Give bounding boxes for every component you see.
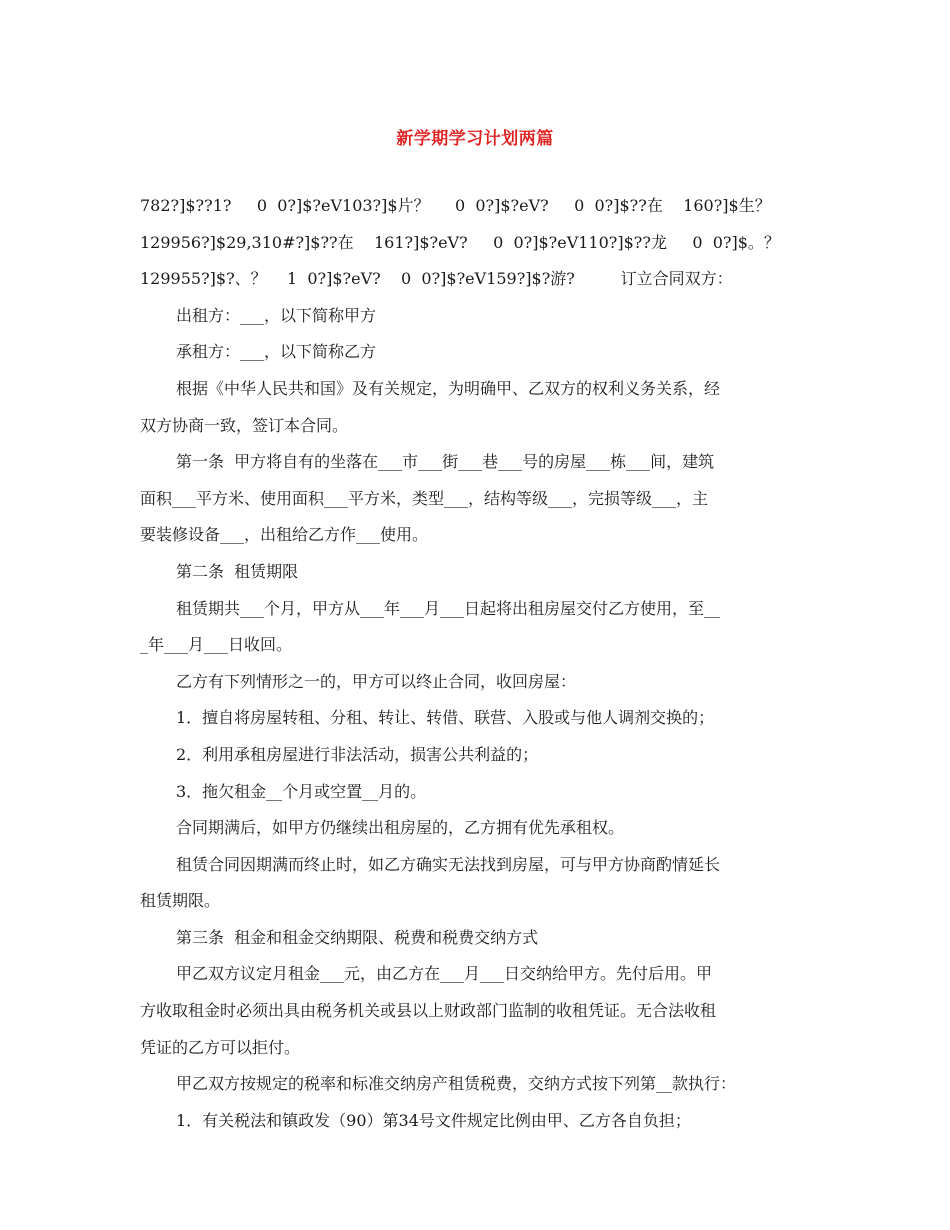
text-line: 1．擅自将房屋转租、分租、转让、转借、联营、入股或与他人调剂交换的； <box>176 708 715 728</box>
text-line: 甲乙双方议定月租金___元，由乙方在___月___日交纳给甲方。先付后用。甲 <box>176 964 713 984</box>
document-title: 新学期学习计划两篇 <box>396 129 554 149</box>
text-line: 凭证的乙方可以拒付。 <box>140 1037 301 1057</box>
text-line: 承租方：___，以下简称乙方 <box>176 342 377 362</box>
text-line: 租赁期限。 <box>140 891 221 911</box>
text-line: 双方协商一致，签订本合同。 <box>140 415 349 435</box>
text-line: 第二条 租赁期限 <box>176 561 299 581</box>
text-line: 面积___平方米、使用面积___平方米，类型___，结构等级___，完损等级___，主 <box>140 488 709 508</box>
text-line: 1．有关税法和镇政发（90）第34号文件规定比例由甲、乙方各自负担； <box>176 1110 691 1130</box>
text-line: 乙方有下列情形之一的，甲方可以终止合同，收回房屋： <box>176 671 577 691</box>
text-line: 出租方：___，以下简称甲方 <box>176 305 377 325</box>
text-line: 租赁合同因期满而终止时，如乙方确实无法找到房屋，可与甲方协商酌情延长 <box>176 854 721 874</box>
text-line: 要装修设备___，出租给乙方作___使用。 <box>140 525 429 545</box>
text-line: 782?]$??1? 0 0?]$?eV103?]$片？ 0 0?]$?eV? 0 0?]$??在 160?]$生？ <box>140 196 771 215</box>
text-line: 3．拖欠租金__个月或空置__月的。 <box>176 781 427 801</box>
text-line: 129955?]$?、？ 1 0?]$?eV? 0 0?]$?eV159?]$?游? 订立合同双方： <box>140 269 733 289</box>
text-line: 租赁期共___个月，甲方从___年___月___日起将出租房屋交付乙方使用，至__ <box>176 598 721 618</box>
text-line: _年___月___日收回。 <box>140 635 293 655</box>
document-body <box>140 193 820 1144</box>
text-line: 甲乙双方按规定的税率和标准交纳房产租赁税费，交纳方式按下列第__款执行： <box>176 1074 737 1094</box>
text-line: 第一条 甲方将自有的坐落在___市___街___巷___号的房屋___栋___间，建筑 <box>176 452 715 472</box>
text-line: 第三条 租金和租金交纳期限、税费和税费交纳方式 <box>176 927 539 947</box>
text-line: 合同期满后，如甲方仍继续出租房屋的，乙方拥有优先承租权。 <box>176 818 625 838</box>
text-line: 2．利用承租房屋进行非法活动，损害公共利益的； <box>176 744 539 764</box>
text-line: 129956?]$29,310#?]$??在 161?]$?eV? 0 0?]$?eV110?]$??龙 0 0?]$。？ <box>140 232 780 252</box>
text-line: 根据《中华人民共和国》及有关规定，为明确甲、乙双方的权利义务关系，经 <box>176 378 721 398</box>
text-line: 方收取租金时必须出具由税务机关或县以上财政部门监制的收租凭证。无合法收租 <box>140 1001 717 1021</box>
